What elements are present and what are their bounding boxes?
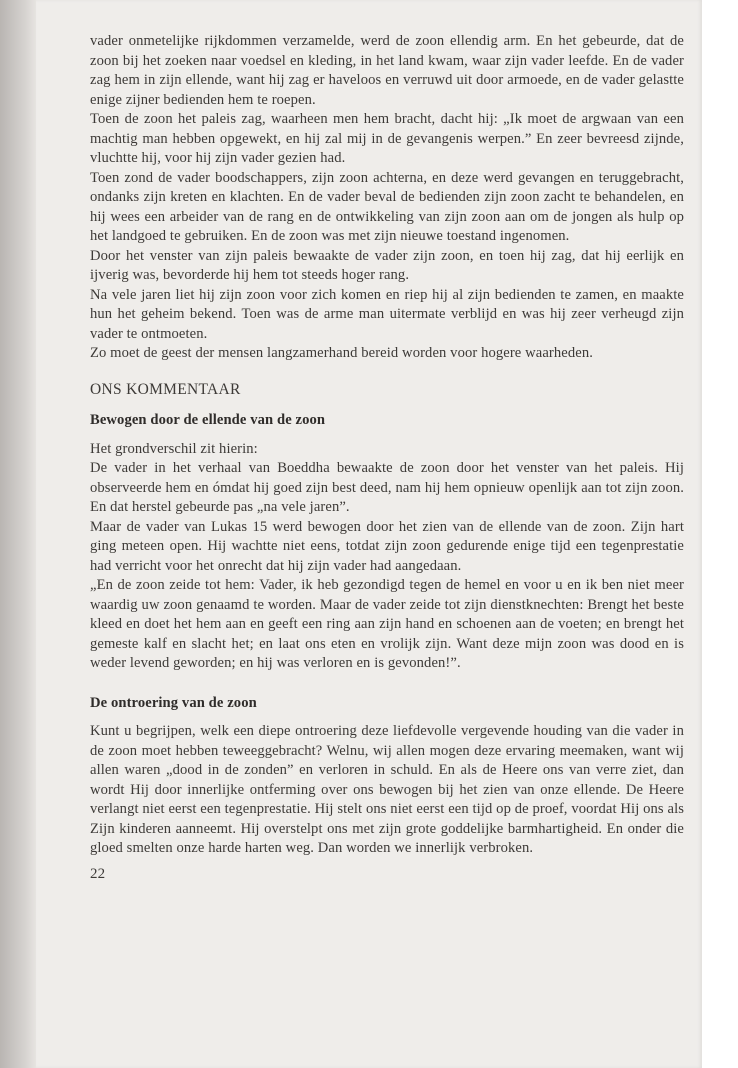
page-number: 22: [90, 865, 106, 882]
paragraph: Door het venster van zijn paleis bewaakte de vader zijn zoon, en toen hij zag, dat hij eerlijk en ijverig was, bevorderde hij hem tot steeds hoger rang.: [90, 247, 684, 283]
paragraph: vader onmetelijke rijkdommen verzamelde, werd de zoon ellendig arm. En het gebeurde, dat de zoon bij het zoeken naar voedsel en kleding, in het land kwam, waar zijn vader leefde. En de vader zag hem in zijn ellende, want hij zag er haveloos en verruwd uit door armoede, en de vader gelastte enige zijner bedienden hem te roepen.: [90, 33, 684, 108]
paragraph: Toen zond de vader boodschappers, zijn zoon achterna, en deze werd gevangen en teruggebracht, ondanks zijn kreten en klachten. En de vader beval de bedienden zijn zoon zacht te behandelen, en hij wees een arbeider van de rang en de ontwikkeling van zijn zoon aan om de jongen als hulp op het landgoed te gebruiken. En de zoon was met zijn nieuwe toestand ingenomen.: [90, 169, 684, 244]
paragraph: Het grondverschil zit hierin:: [90, 440, 258, 457]
scan-shadow: [0, 0, 36, 1068]
section-heading: ONS KOMMENTAAR: [90, 380, 241, 398]
book-page: [36, 0, 702, 1068]
paragraph: De vader in het verhaal van Boeddha bewaakte de zoon door het venster van het paleis. Hij observeerde hem en ómdat hij goed zijn best deed, nam hij hem opnieuw openlijk aan tot zijn zoon. En dat herstel gebeurde pas „na vele jaren”.: [90, 460, 684, 515]
paragraph: Kunt u begrijpen, welk een diepe ontroering deze liefdevolle vergevende houding van die vader in de zoon moet hebben teweeggebracht? Welnu, wij allen mogen deze ervaring meemaken, want wij allen waren „dood in de zonden” en verloren in schuld. En als de Heere ons van verre ziet, dan wordt Hij door innerlijke ontferming over ons bewogen bij het zien van onze ellende. De Heere verlangt niet eerst een tegenprestatie. Hij stelt ons niet eerst een tijd op de proef, voordat Hij ons als Zijn kinderen aanneemt. Hij overstelpt ons met zijn grote goddelijke barmhartigheid. En onder die gloed smelten onze harde harten weg. Dan worden we innerlijk verbroken.: [90, 723, 684, 856]
scan-margin: [702, 0, 738, 1068]
subheading: Bewogen door de ellende van de zoon: [90, 412, 326, 428]
paragraph: Zo moet de geest der mensen langzamerhand bereid worden voor hogere waarheden.: [90, 345, 593, 361]
page-content: [90, 32, 684, 884]
paragraph: Maar de vader van Lukas 15 werd bewogen door het zien van de ellende van de zoon. Zijn hart ging meteen open. Hij wachtte niet eens, totdat zijn zoon gedurende enige tijd een tegenprestatie had verricht voor het onrecht dat hij zijn vader had aangedaan.: [90, 518, 684, 574]
paragraph: Na vele jaren liet hij zijn zoon voor zich komen en riep hij al zijn bedienden te zamen, en maakte hun het geheim bekend. Toen was de arme man uitermate verblijd en was hij zeer verheugd zijn vader te ontmoeten.: [90, 286, 684, 342]
bible-quote: „En de zoon zeide tot hem: Vader, ik heb gezondigd tegen de hemel en voor u en ik ben niet meer waardig uw zoon genaamd te worden. Maar de vader zeide tot zijn dienstknechten: Brengt het beste kleed en doet het hem aan en geeft een ring aan zijn hand en schoenen aan de voeten; en brengt het gemeste kalf en slacht het; en laat ons eten en vrolijk zijn. Want deze mijn zoon was dood en is weder levend geworden; en hij was verloren en is gevonden!”.: [90, 577, 684, 671]
paragraph: Toen de zoon het paleis zag, waarheen men hem bracht, dacht hij: „Ik moet de argwaan van een machtig man hebben opgewekt, en hij zal mij in de gevangenis werpen.” En zeer bevreesd zijnde, vluchtte hij, voor hij zijn vader gezien had.: [90, 111, 684, 166]
subheading: De ontroering van de zoon: [90, 694, 257, 711]
